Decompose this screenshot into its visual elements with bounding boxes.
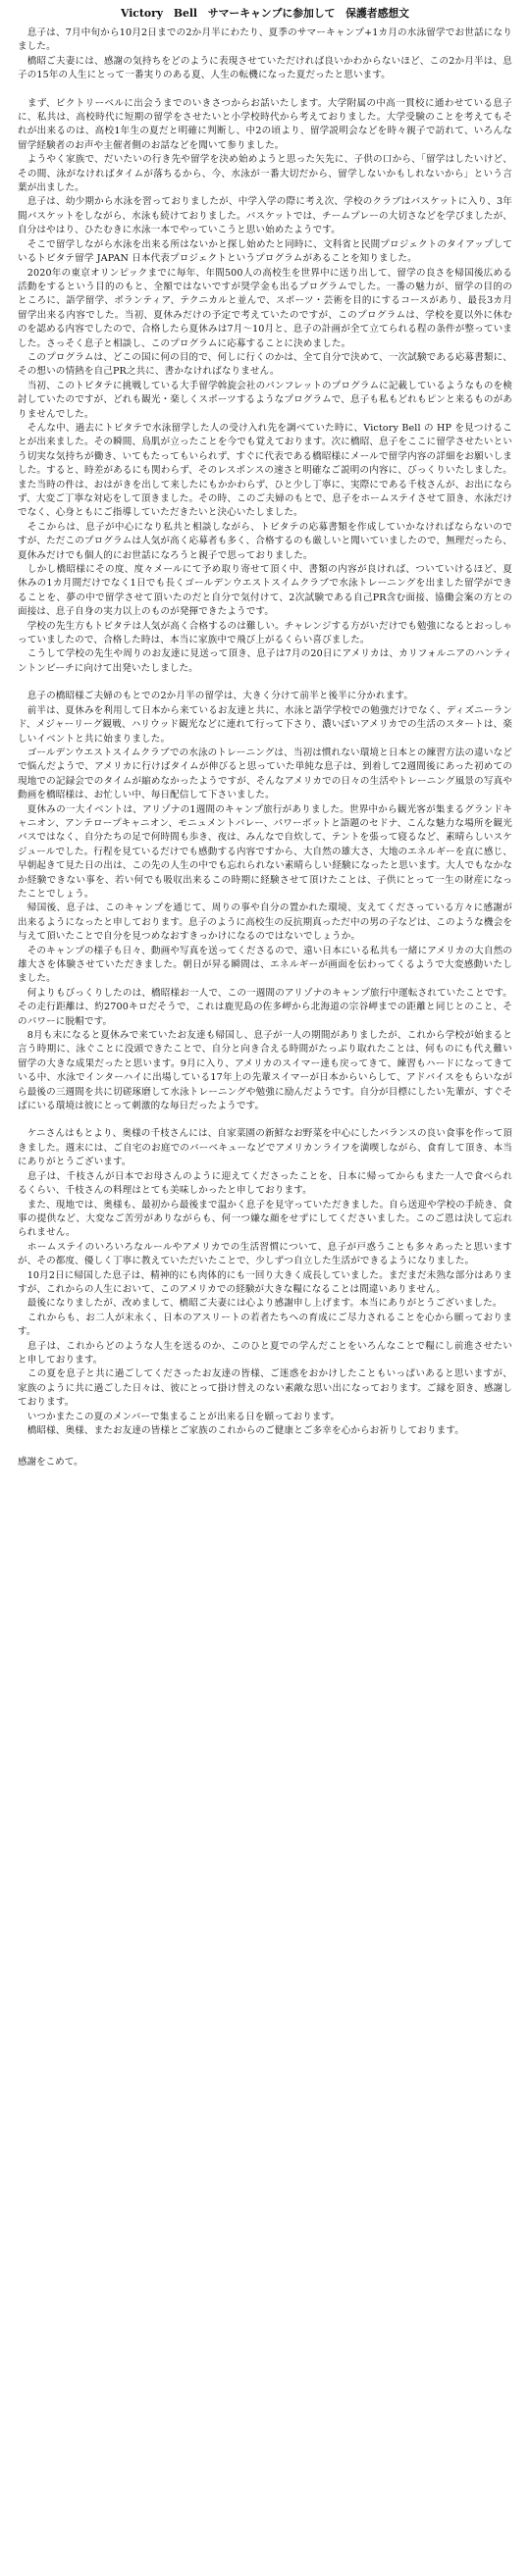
body-paragraph: 最後になりましたが、改めまして、橋昭ご夫妻には心より感謝申し上げます。本当にありがとうございました。 (18, 1298, 503, 1310)
body-paragraph: 息子は、これからどのような人生を送るのか、このひと夏での学んだことをいろんなことで糧にし前進させたいと申しております。 (18, 1340, 512, 1365)
body-paragraph: いつかまたこの夏のメンバーで集まることが出来る日を願っております。 (18, 1411, 341, 1422)
body-paragraph: 前半は、夏休みを利用して日本から来ているお友達と共に、水泳と語学学校での勉強だけでなく、ディズニーランド、メジャーリーグ観戦、ハリウッド観光などに連れて行って下さり、濃いぽいアメリカでの生活のスタートは、楽しいイベントと共に始まりました。 (18, 704, 512, 745)
paragraph-gap (18, 1113, 512, 1127)
body-paragraph: 学校の先生方もトビタテは人気が高く合格するのは難しい。チャレンジする方がいだけでも勉強になるとおっしゃっていましたので、合格した時は、本当に家族中で飛び上がるくらい喜びました。 (18, 620, 512, 646)
body-paragraph: 息子は、千枝さんが日本でお母さんのように迎えてくださったことを、日本に帰ってからもまた一人で食べられるくらい、千枝さんの料理はとても美味しかったと申しております。 (18, 1170, 512, 1197)
body-paragraph: ホームステイのいろいろなルールやアメリカでの生活習慣について、息子が戸惑うことも多々あったと思いますが、その都度、優しく丁寧に教えていただいたことで、少しずつ自立した生活ができるようになりました。 (18, 1241, 512, 1267)
body-paragraph: ようやく家族で、だいたいの行き先や留学を決め始めようと思った矢先に、子供の口から、「留学はしたいけど、その間、泳がなければタイムが落ちるから、今、水泳が一番大切だから、留学しないかもしれないから」という言葉が出ました。 (18, 154, 512, 194)
body-paragraph: 何よりもびっくりしたのは、橋昭様お一人で、この一週間のアリゾナのキャンプ旅行中運転されていたことです。その走行距離は、約2700キロだそうで、これは鹿児島の佐多岬から北海道の宗谷岬までの距離と同じとのこと、そのパワーに脱帽です。 (18, 987, 512, 1027)
body-paragraph: 10月2日に帰国した息子は、精神的にも肉体的にも一回り大きく成長していました。まだまだ未熟な部分はありますが、これからの人生において、このアメリカでの経験が大きな糧になることは間違いありません。 (18, 1269, 512, 1295)
closing-line: 感謝をこめて。 (18, 1457, 83, 1468)
body-paragraph: そんな中、過去にトビタテで水泳留学した人の受け入れ先を調べていた時に、Victory Bell の HP を見つけることが出来ました。その瞬間、鳥肌が立ったことを今でも覚えております。次に橋昭、息子をここに留学させたいという切実な気持ちが働き、いてもたってもいられず、すぐに代表である橋昭様にメールで留学内容の詳細をお願いしました。すると、時差があるにも関わらず、そのレスポンスの速さと明確なご説明の内容に、びっくりいたしました。また当時の件は、おはがきを出して来したにもかかわらず、ひと少し丁寧に、実際にである千枝さんが、お出にならず、大変ご丁寧な対応をして頂きました。その時、このご夫婦のもとで、息子をホームステイさせて頂き、水泳だけでなく、心身ともにご指導していただきたいと決心いたしました。 (18, 422, 512, 519)
body-paragraph: 息子の橋昭様ご夫婦のもとでの2か月半の留学は、大きく分けて前半と後半に分かれます。 (18, 691, 414, 702)
body-paragraph: 2020年の東京オリンピックまでに毎年、年間500人の高校生を世界中に送り出して、留学の良さを帰国後広める活動をするという目的のもと、全額ではないですが奨学金も出るプログラムでした。一番の魅力が、留学の目的のところに、語学留学、ボランティア、テクニカルと並んで、スポーツ・芸術を目的にするコースがあり、最長3カ月留学出来る内容でした。当初、夏休みだけの予定で考えていたのですが、このプログラムは、学校を夏以外に休むのを認める内容でしたので、合格したら夏休みは7月～10月と、息子の計画が全て立てられる程の条件が整っていました。さっそく息子と相談し、このプログラムに応募することに決めました。 (18, 267, 512, 349)
body-paragraph: まず、ビクトリーベルに出会うまでのいきさつからお話いたします。大学附属の中高一貫校に通わせている息子に、私共は、高校時代に短期の留学をさせたいと小学校時代から考えておりました。大学受験のことを考えてもそれが出来るのは、高校1年生の夏だと明確に判断し、中2の頃より、留学説明会などを時々親子で訪れて、いろんな留学経験者のお声や主催者側のお話などを聞いて参りました。 (18, 97, 512, 151)
document-title: Victory Bell サマーキャンプに参加して 保護者感想文 (121, 7, 409, 20)
paragraph-gap (18, 676, 512, 690)
body-paragraph: 息子は、7月中旬から10月2日までの2か月半にわたり、夏季のサマーキャンプ+1カ月の水泳留学でお世話になりました。 (18, 27, 512, 53)
body-paragraph: そのキャンプの様子も日々、動画や写真を送ってくださるので、遠い日本にいる私共も一緒にアメリカの大自然の雄大さを体験させていただきました。朝日が昇る瞬間は、エネルギーが画面を伝わってくるようで大変感動いたしました。 (18, 945, 512, 985)
body-paragraph: これからも、お二人が末永く、日本のアスリートの若者たちへの育成にご尽力されることを心から願っております。 (18, 1312, 512, 1338)
body-paragraph: 夏休みの一大イベントは、アリゾナの1週間のキャンプ旅行がありました。世界中から観光客が集まるグランドキャニオン、アンテロープキャニオン、モニュメントバレー、パワーポットと語題のセドナ、こんな魅力な場所を観光バスではなく、自分たちの足で何時間も歩き、夜は、みんなで自炊して、テントを張って寝るなど、素晴らしいスケジュールでした。行程を見ているだけでも感動する内容ですから、大自然の雄大さ、大地のエネルギーを直に感じ、早朝起きて見た日の出は、この先の人生の中でも忘れられない素晴らしい経験になったと思います。大人でもなかなか経験できない事を、若い何でも吸収出来るこの時期に経験させて頂けたことは、子供にとって一生の財産になったことでしょう。 (18, 803, 512, 900)
document-page (18, 6, 512, 2572)
document-body (18, 26, 512, 1438)
body-paragraph: 橋昭ご夫妻には、感謝の気持ちをどのように表現させていただければ良いかわからないほど、この2か月半は、息子の15年の人生にとって一番実りのある夏、人生の転機になった夏だったと思います。 (18, 55, 512, 81)
body-paragraph: 橋昭様、奥様、またお友達の皆様とご家族のこれからのご健康とご多幸を心からお祈りしております。 (18, 1425, 464, 1436)
body-paragraph: 8月も末になると夏休みで来ていたお友達も帰国し、息子が一人の期間がありましたが、これから学校が始まると言う時期に、泳ぐことに没頭できたことで、自分と向き合える時間がたっぷり取れたことは、何ものにも代え難い留学の大きな成果だったと思います。9月に入り、アメリカのスイマー達も戻ってきて、練習もハードになってきている中、水泳でインターハイに出場している17年上の先輩スイマーが日本からいらして、アドバイスをもらいながら最後の三週間を共に切磋琢磨して水泳トレーニングや勉強に励んだようです。自分が目標にしたい先輩が、すぐそばにいる環境は彼にとって刺激的な毎日だったようです。 (18, 1030, 512, 1112)
body-paragraph: また、現地では、奥様も、最初から最後まで温かく息子を見守っていただきました。自ら送迎や学校の手続き、食事の提供など、大変なご苦労がありながらも、何一つ嫌な顔をせずにしてくださいました。このご恩は決して忘れられません。 (18, 1199, 512, 1239)
paragraph-gap (18, 83, 512, 97)
body-paragraph: そこで留学しながら水泳を出来る所はないかと探し始めたと同時に、文科省と民間プロジェクトのタイアップしているトビタテ留学 JAPAN 日本代表プロジェクトというプログラムがあることを知りました。 (18, 238, 512, 265)
body-paragraph: しかし橋昭様にその度、度々メールにて予め取り寄せて頂く中、書類の内容が良ければ、ついていけるほど、夏休みの1カ月間だけでなく1日でも長くゴールデンウエストスイムクラブで水泳トレーニングを出ました留学ができることを、夢の中で留学させて頂いたのだと自分で気付けて、2次試験である自己PR含む面接、協働会案の方との面接は、息子自身の実力以上のものが発揮できたようです。 (18, 564, 512, 618)
body-paragraph: そこからは、息子が中心になり私共と相談しながら、トビタテの応募書類を作成していかなければならないのですが、ただこのプログラムは人気が高く応募者も多く、合格するのも厳しいと聞いていましたので、無理だったら、夏休みだけでも個人的にお世話になろうと親子で思っておりました。 (18, 521, 512, 561)
body-paragraph: 帰国後、息子は、このキャンプを通じて、周りの事や自分の置かれた環境、支えてくださっている方々に感謝が出来るようになったと申しております。息子のように高校生の反抗期真っただ中の男の子などは、このような機会を与えて頂いたことで自分を見つめなおすきっかけになるのではないでしょうか。 (18, 902, 512, 943)
body-paragraph: このプログラムは、どこの国に何の目的で、何しに行くのかは、全て自分で決めて、一次試験である応募書類に、その想いの情熱を自己PR之共に、書かなければなりません。 (18, 351, 512, 378)
body-paragraph: ゴールデンウエストスイムクラブでの水泳のトレーニングは、当初は慣れない環境と日本との練習方法の違いなどで悩んだようで、アメリカに行けばタイムが伸びると思っていた単純な息子は、到着して2週間後にあった初めての現地での記録会でのタイムが縮めなかったようですが、そんなアメリカでの日々の生活やトレーニング風景の写真や動画を橋昭様は、お忙しい中、毎日配信して下さいました。 (18, 747, 512, 801)
body-paragraph: こうして学校の先生や周りのお友達に見送って頂き、息子は7月の20日にアメリカは、カリフォルニアのハンティントンビーチに向けて出発いたしました。 (18, 648, 512, 674)
body-paragraph: この夏を息子と共に過ごしてくださったお友達の皆様、ご迷惑をおかけしたこともいっぱいあると思いますが、家族のように共に過ごした日々は、彼にとって掛け替えのない素敵な思い出になっております。ご縁を頂き、感謝しております。 (18, 1368, 512, 1409)
body-paragraph: 当初、このトビタテに挑戦している大手留学斡旋会社のパンフレットのプログラムに記載しているようなものを検討していたのですが、どれも観光・楽しくスポーツするようなプログラムで、息子も私もどれもピンと来るものがありませんでした。 (18, 380, 512, 420)
body-paragraph: ケニさんはもとより、奥様の千枝さんには、自家菜園の新鮮なお野菜を中心にしたバランスの良い食事を作って頂きました。週末には、ご自宅のお庭でのバーベキューなどでアメリカンライフを満喫しながら、食育して頂き、本当にありがとうございます。 (18, 1128, 512, 1168)
body-paragraph: 息子は、幼少期から水泳を習っておりましたが、中学入学の際に考え次、学校のクラブはバスケットに入り、3年間バスケットをしながら、水泳も続けておりました。バスケットでは、チームプレーの大切さなどを学びましたが、自分はやはり、ひたむきに水泳一本でやっていこうと思い始めたようです。 (18, 196, 512, 236)
